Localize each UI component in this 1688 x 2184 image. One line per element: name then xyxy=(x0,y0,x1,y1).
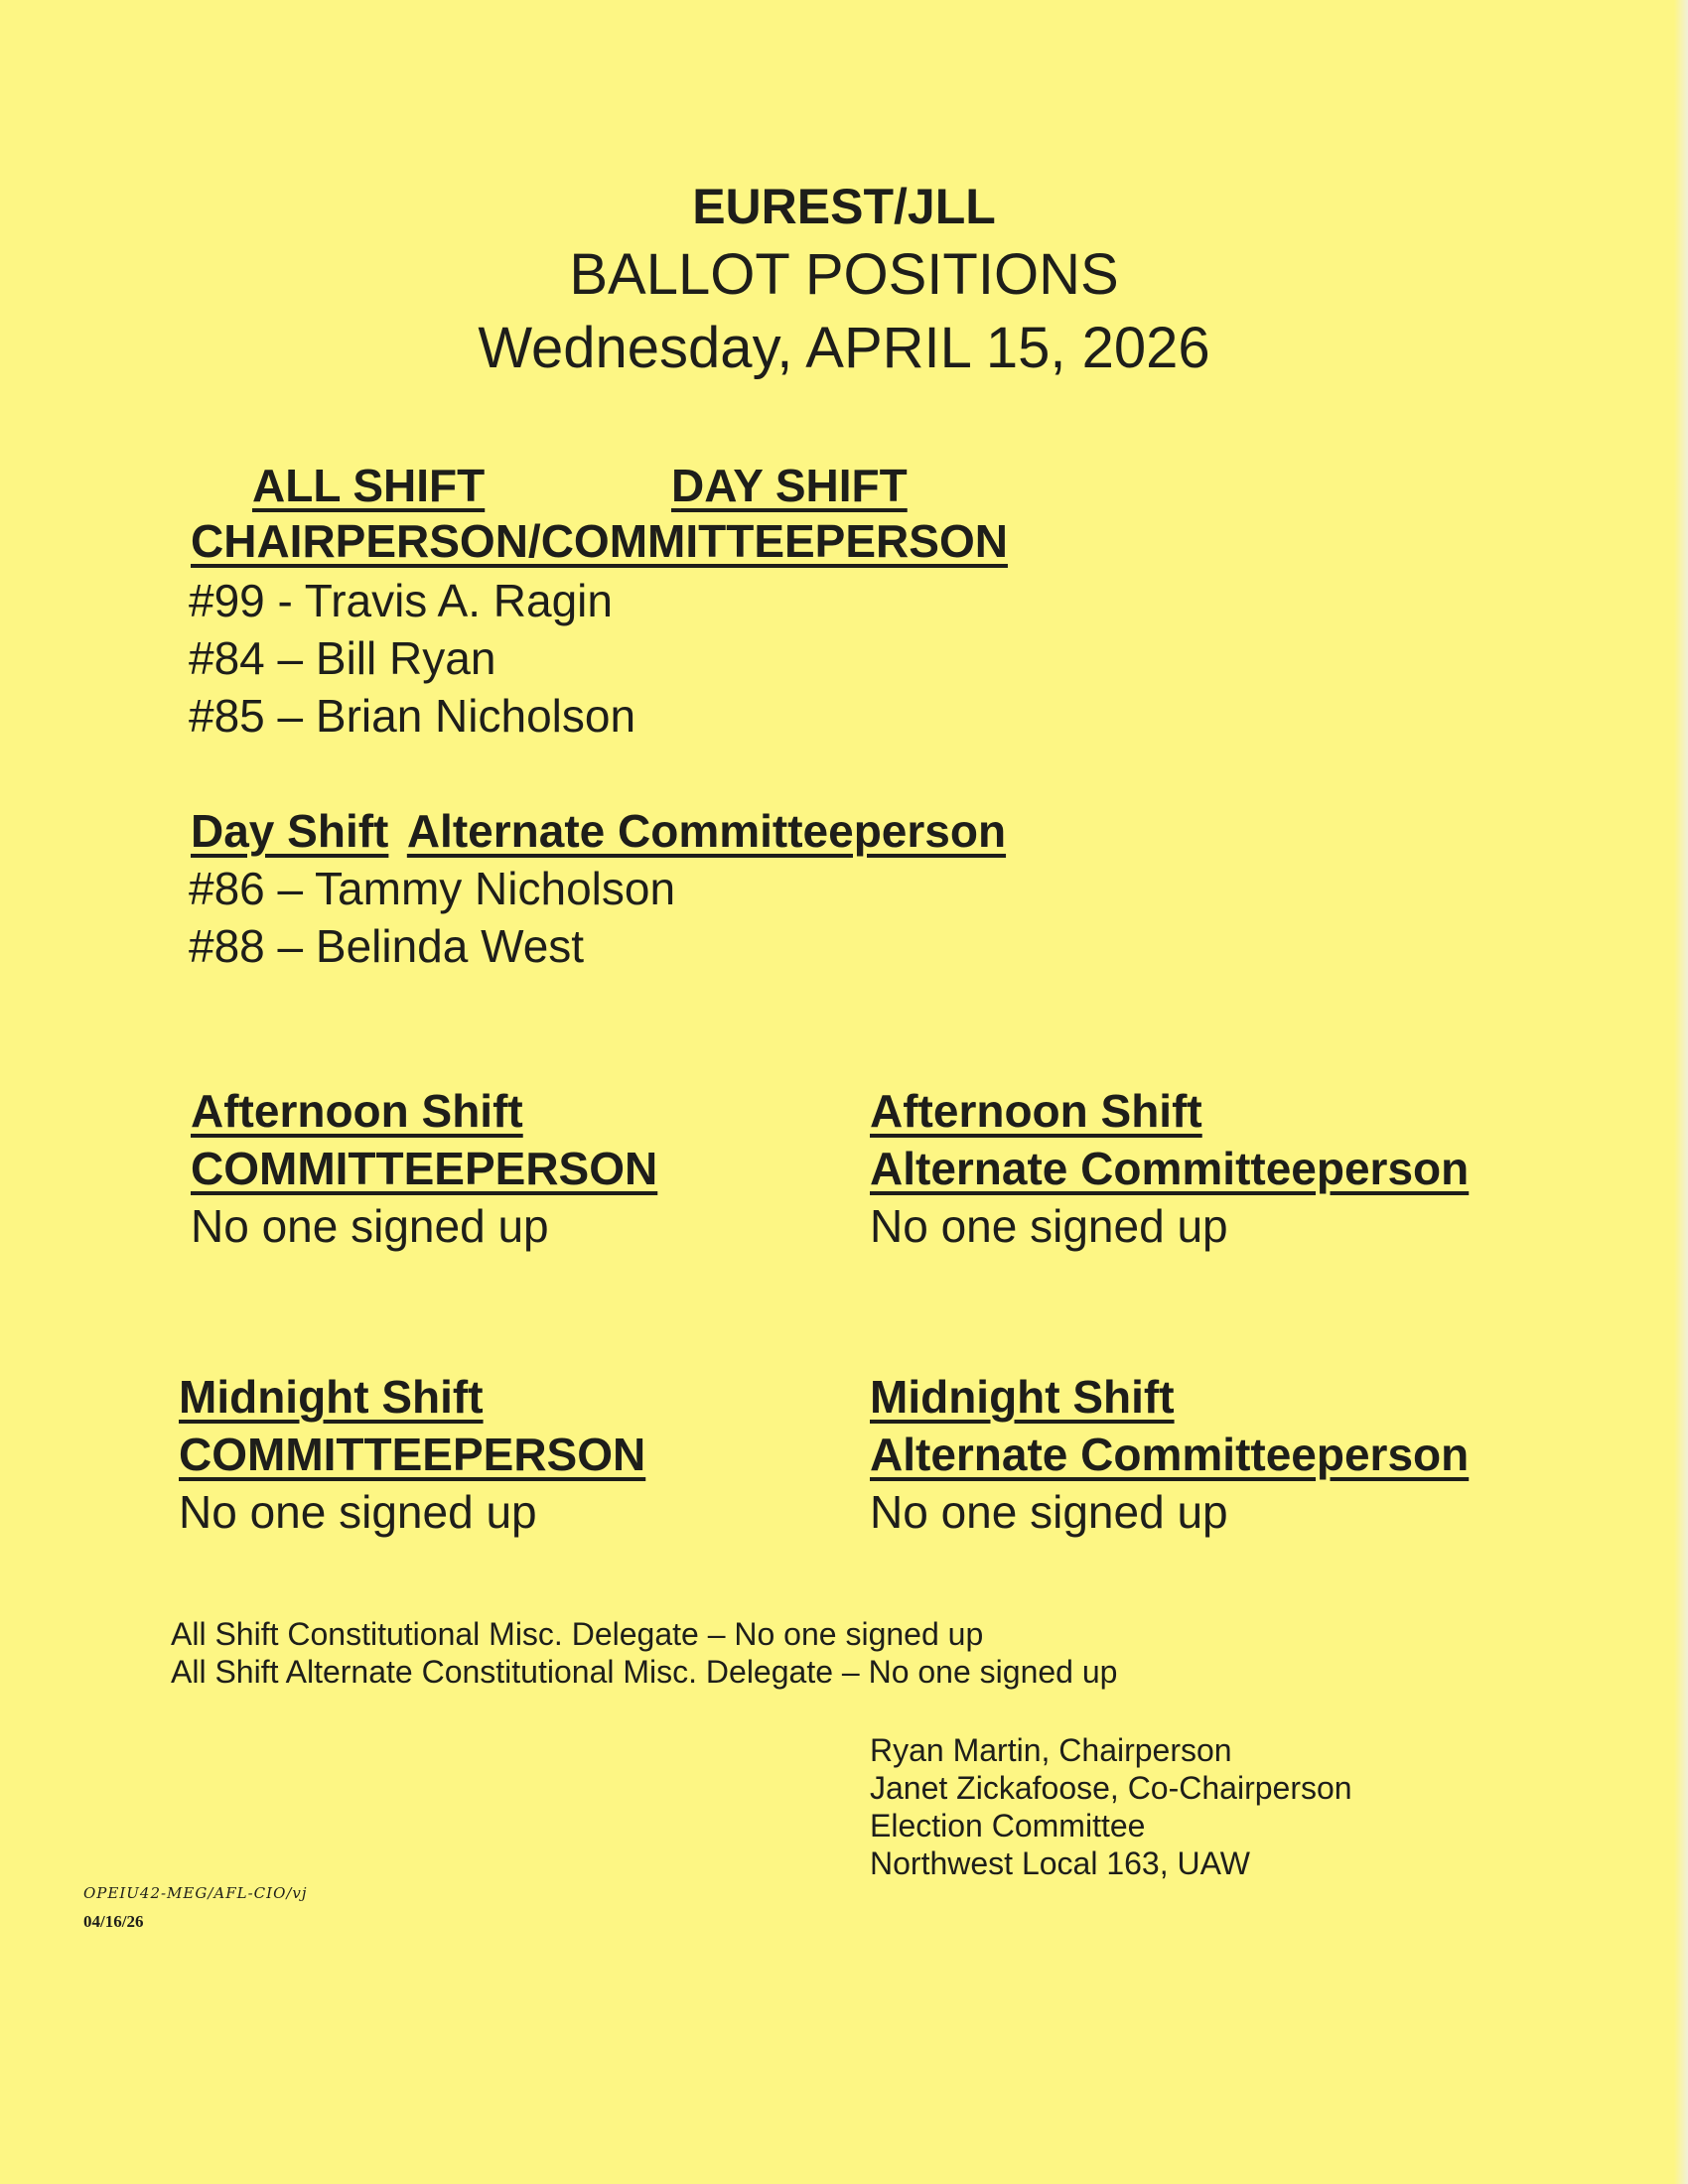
all-shift-heading: ALL SHIFT xyxy=(252,460,486,511)
election-date: Wednesday, APRIL 15, 2026 xyxy=(478,315,1210,380)
afternoon-shift-heading: Afternoon Shift xyxy=(191,1085,523,1137)
day-alternate-heading xyxy=(191,804,1006,858)
status-text: No one signed up xyxy=(179,1486,537,1538)
chairperson-role-heading: CHAIRPERSON/COMMITTEEPERSON xyxy=(191,515,1008,567)
delegate-line: All Shift Alternate Constitutional Misc. Delegate – No one signed up xyxy=(171,1654,1118,1690)
status-text: No one signed up xyxy=(191,1200,549,1252)
afternoon-shift-heading: Afternoon Shift xyxy=(870,1085,1202,1137)
midnight-shift-heading: Midnight Shift xyxy=(179,1371,484,1423)
status-text: No one signed up xyxy=(870,1486,1228,1538)
status-text: No one signed up xyxy=(870,1200,1228,1252)
day-shift-heading: DAY SHIFT xyxy=(671,460,908,511)
document-title: BALLOT POSITIONS xyxy=(569,242,1119,307)
candidate-entry: #84 – Bill Ryan xyxy=(189,632,496,684)
committeeperson-heading: COMMITTEEPERSON xyxy=(179,1429,646,1480)
signature-block xyxy=(870,1731,1352,1882)
stamp-date: 04/16/26 xyxy=(83,1912,144,1931)
union-stamp: OPEIU42-MEG/AFL-CIO/vj xyxy=(83,1884,308,1902)
candidate-entry: #99 - Travis A. Ragin xyxy=(189,575,613,626)
signature-line: Ryan Martin, Chairperson xyxy=(870,1732,1232,1768)
midnight-shift-heading: Midnight Shift xyxy=(870,1371,1175,1423)
organization-title: EUREST/JLL xyxy=(692,179,996,234)
delegate-line: All Shift Constitutional Misc. Delegate – No one signed up xyxy=(171,1616,984,1652)
signature-line: Janet Zickafoose, Co-Chairperson xyxy=(870,1770,1352,1806)
candidate-entry: #88 – Belinda West xyxy=(189,920,585,972)
alternate-committeeperson-heading: Alternate Committeeperson xyxy=(870,1429,1470,1480)
title-block xyxy=(0,177,1688,382)
committeeperson-heading: COMMITTEEPERSON xyxy=(191,1143,658,1194)
alternate-committeeperson-heading: Alternate Committeeperson xyxy=(870,1143,1470,1194)
candidate-entry: #85 – Brian Nicholson xyxy=(189,690,636,742)
signature-line: Northwest Local 163, UAW xyxy=(870,1845,1250,1881)
alternate-committeeperson-label: Alternate Committeeperson xyxy=(406,805,1007,857)
signature-line: Election Committee xyxy=(870,1808,1146,1843)
candidate-entry: #86 – Tammy Nicholson xyxy=(189,863,676,914)
day-shift-label: Day Shift xyxy=(191,805,389,857)
